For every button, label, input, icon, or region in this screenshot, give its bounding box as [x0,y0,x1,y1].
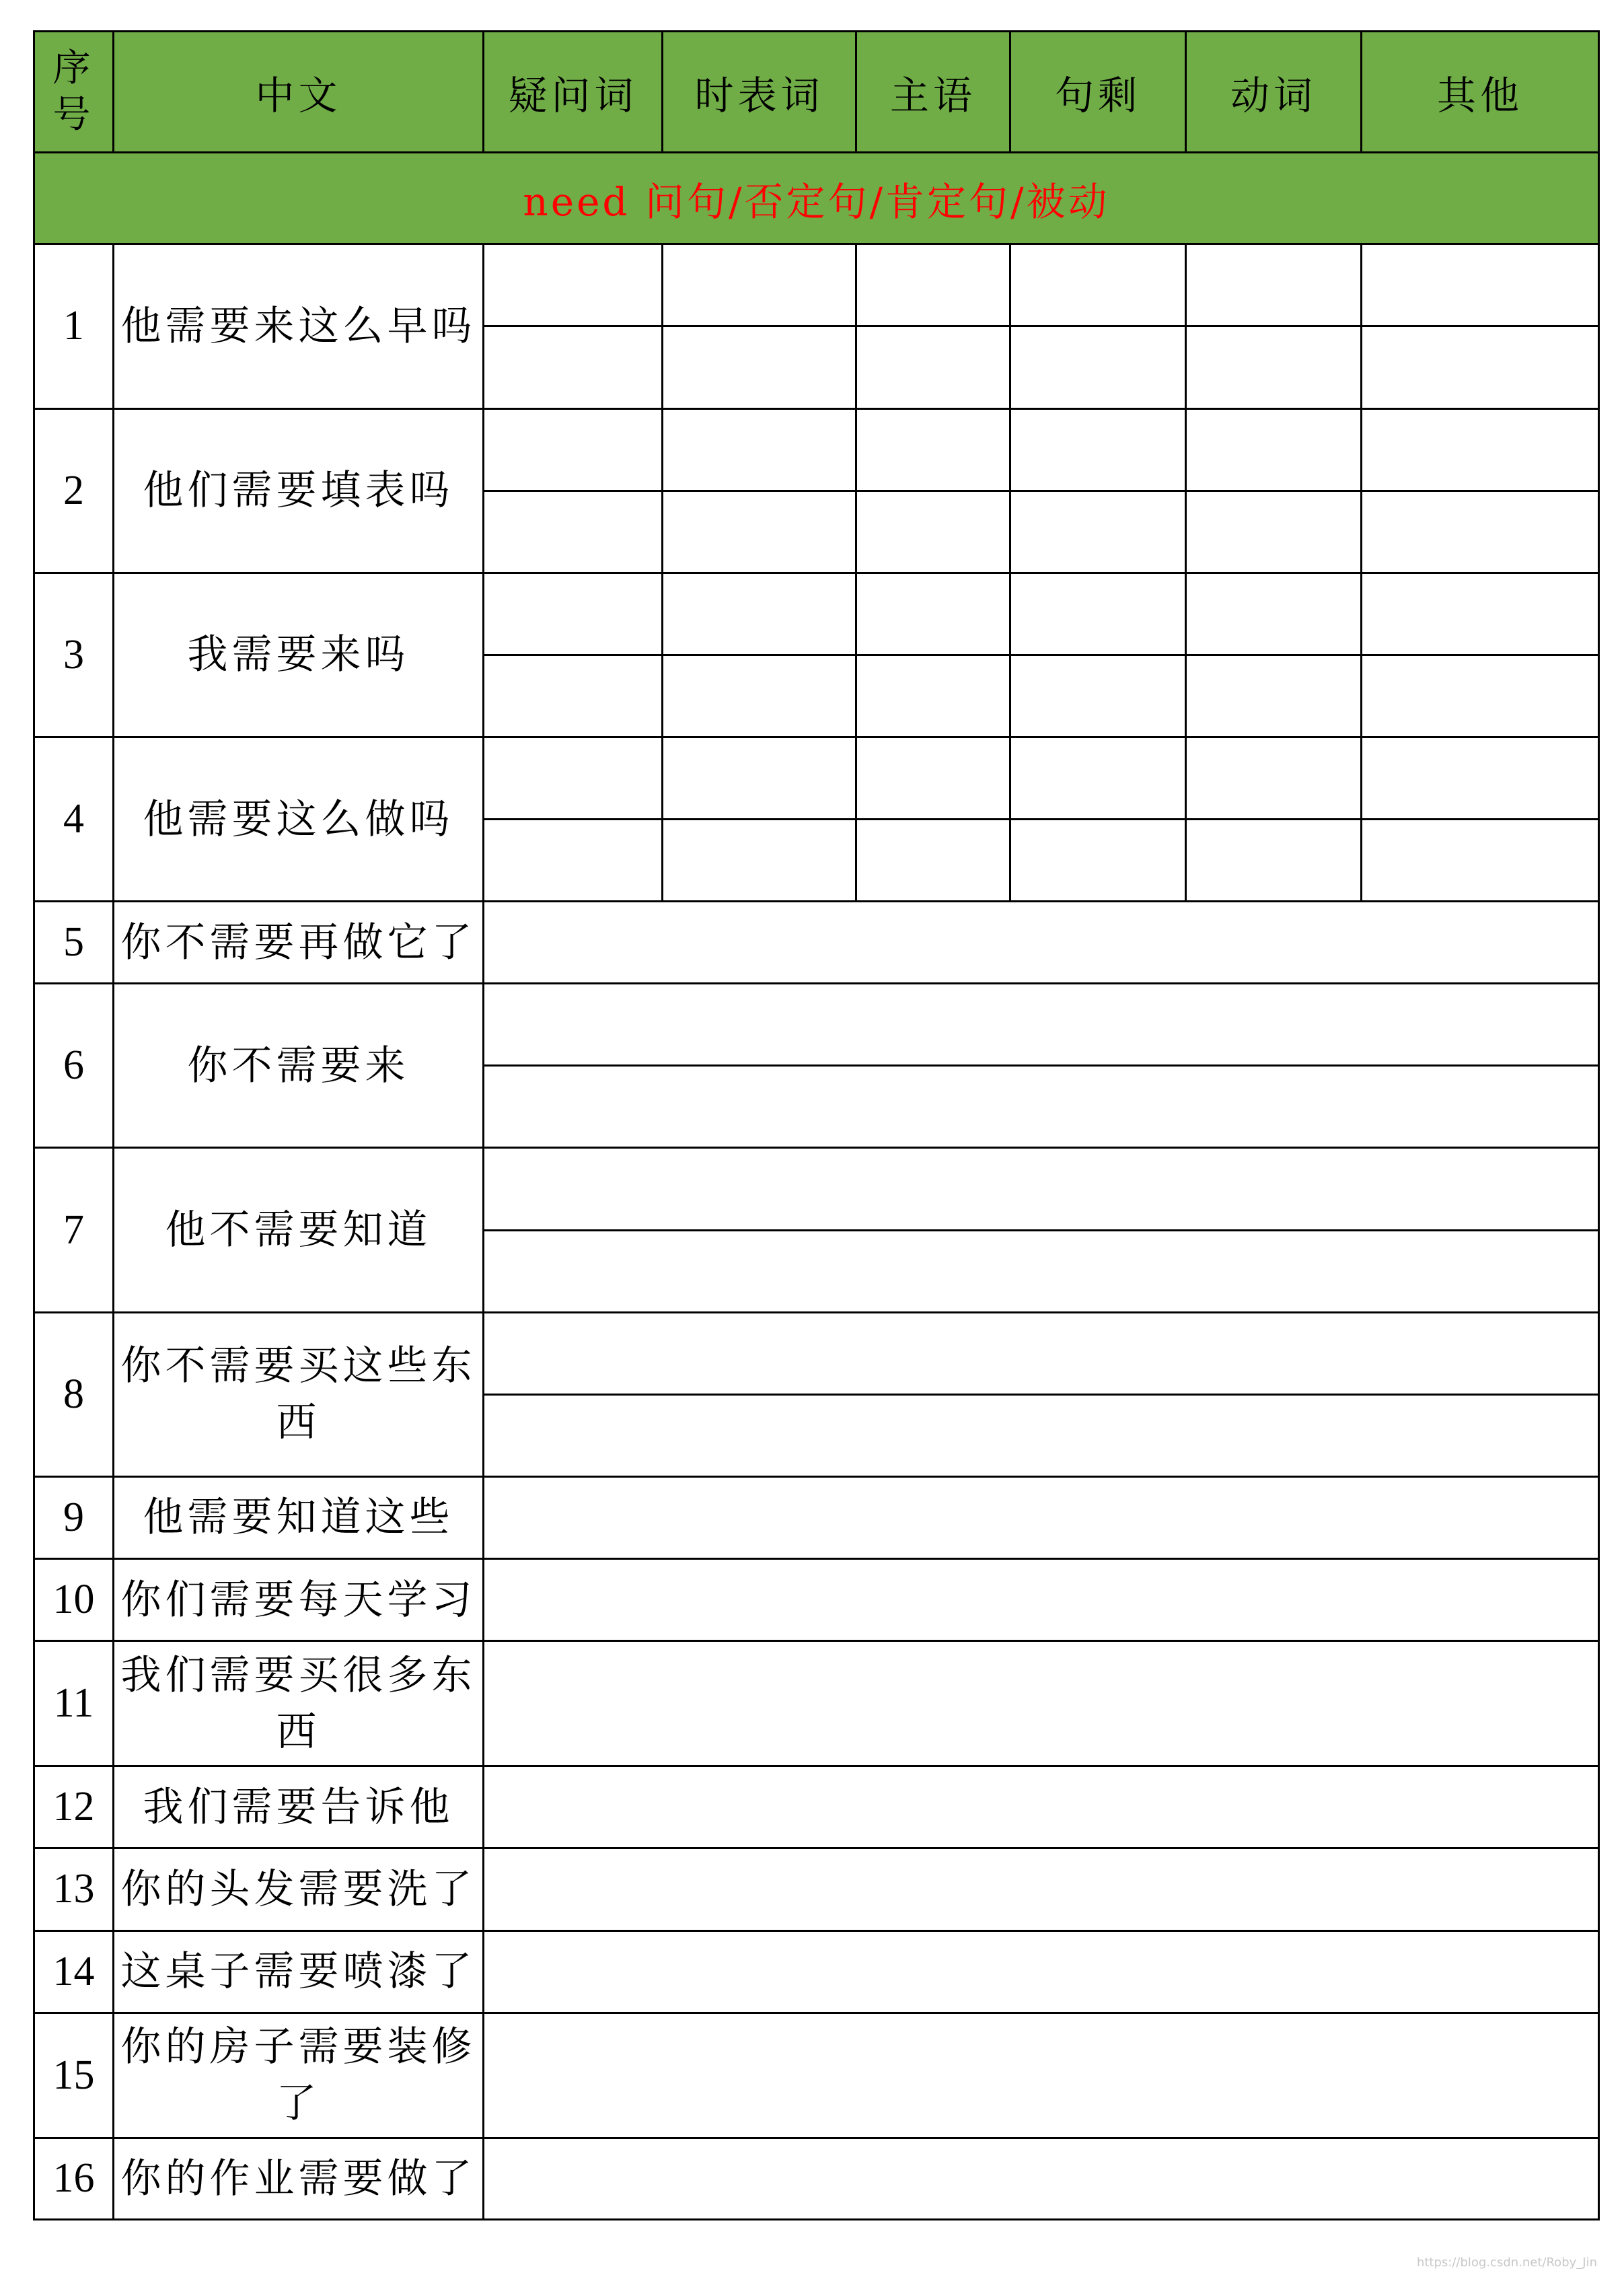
answer-cell[interactable] [1186,820,1362,902]
answer-line[interactable] [484,1312,1599,1394]
header-row [34,32,1599,153]
row-number: 2 [34,408,114,573]
banner-title: need 问句/否定句/肯定句/被动 [34,153,1599,244]
answer-cell[interactable] [856,655,1010,737]
row-chinese: 你不需要买这些东西 [114,1312,484,1476]
answer-line[interactable] [484,1148,1599,1230]
answer-line[interactable] [484,1930,1599,2013]
row-number: 6 [34,984,114,1148]
table-row [34,1848,1599,1930]
answer-cell[interactable] [1010,326,1186,408]
row-number: 7 [34,1148,114,1312]
header-subject: 主语 [856,32,1010,153]
answer-cell[interactable] [663,737,856,819]
answer-cell[interactable] [1362,244,1599,326]
table-row [34,1641,1599,1766]
table-row [34,902,1599,984]
row-number: 5 [34,902,114,984]
header-seq: 序号 [34,32,114,153]
answer-cell[interactable] [856,573,1010,655]
table-row [34,1930,1599,2013]
row-chinese: 你不需要来 [114,984,484,1148]
answer-cell[interactable] [856,408,1010,491]
table-row [34,1766,1599,1848]
answer-cell[interactable] [1010,655,1186,737]
answer-line[interactable] [484,902,1599,984]
answer-cell[interactable] [1010,408,1186,491]
answer-cell[interactable] [856,820,1010,902]
answer-cell[interactable] [484,820,663,902]
row-number: 15 [34,2013,114,2138]
answer-cell[interactable] [663,326,856,408]
table-row [34,984,1599,1066]
answer-cell[interactable] [663,491,856,573]
answer-cell[interactable] [484,408,663,491]
answer-cell[interactable] [856,326,1010,408]
banner-row [34,153,1599,244]
row-chinese: 他需要这么做吗 [114,737,484,901]
answer-cell[interactable] [1186,326,1362,408]
answer-cell[interactable] [1010,737,1186,819]
answer-cell[interactable] [1010,244,1186,326]
row-number: 4 [34,737,114,901]
answer-cell[interactable] [1362,573,1599,655]
table-row [34,1559,1599,1641]
answer-cell[interactable] [1362,820,1599,902]
answer-cell[interactable] [663,408,856,491]
answer-cell[interactable] [663,655,856,737]
row-chinese: 这桌子需要喷漆了 [114,1930,484,2013]
row-number: 8 [34,1312,114,1476]
answer-cell[interactable] [484,326,663,408]
row-number: 14 [34,1930,114,2013]
header-chinese: 中文 [114,32,484,153]
answer-line[interactable] [484,1476,1599,1558]
header-other: 其他 [1362,32,1599,153]
row-chinese: 他不需要知道 [114,1148,484,1312]
answer-line[interactable] [484,984,1599,1066]
answer-cell[interactable] [1362,326,1599,408]
answer-cell[interactable] [1186,573,1362,655]
row-chinese: 你的头发需要洗了 [114,1848,484,1930]
answer-line[interactable] [484,1848,1599,1930]
row-chinese: 他需要来这么早吗 [114,244,484,408]
table-row [34,408,1599,491]
row-number: 12 [34,1766,114,1848]
table-row [34,1476,1599,1558]
row-chinese: 你的房子需要装修了 [114,2013,484,2138]
header-interrogative: 疑问词 [484,32,663,153]
table-row [34,1312,1599,1394]
answer-cell[interactable] [1010,820,1186,902]
row-number: 11 [34,1641,114,1766]
answer-cell[interactable] [1362,655,1599,737]
answer-cell[interactable] [1186,244,1362,326]
row-number: 3 [34,573,114,737]
answer-line[interactable] [484,1066,1599,1148]
row-number: 9 [34,1476,114,1558]
row-chinese: 他需要知道这些 [114,1476,484,1558]
row-chinese: 我们需要告诉他 [114,1766,484,1848]
answer-cell[interactable] [1362,737,1599,819]
answer-cell[interactable] [1362,491,1599,573]
answer-cell[interactable] [484,573,663,655]
row-number: 16 [34,2138,114,2219]
answer-cell[interactable] [484,491,663,573]
answer-cell[interactable] [1010,573,1186,655]
row-number: 10 [34,1559,114,1641]
row-number: 13 [34,1848,114,1930]
table-row [34,244,1599,326]
header-tense: 时表词 [663,32,856,153]
row-chinese: 你们需要每天学习 [114,1559,484,1641]
answer-cell[interactable] [484,655,663,737]
row-chinese: 你的作业需要做了 [114,2138,484,2219]
table-row [34,2013,1599,2138]
answer-cell[interactable] [856,244,1010,326]
header-verb: 动词 [1186,32,1362,153]
answer-cell[interactable] [1010,491,1186,573]
worksheet-table [33,30,1600,2220]
answer-cell[interactable] [1186,655,1362,737]
answer-line[interactable] [484,2138,1599,2219]
table-row [34,2138,1599,2219]
header-clause-rest: 句剩 [1010,32,1186,153]
answer-cell[interactable] [856,737,1010,819]
answer-cell[interactable] [1362,408,1599,491]
answer-line[interactable] [484,1394,1599,1476]
row-chinese: 你不需要再做它了 [114,902,484,984]
row-chinese: 他们需要填表吗 [114,408,484,573]
answer-cell[interactable] [1186,491,1362,573]
table-row [34,573,1599,655]
answer-line[interactable] [484,1766,1599,1848]
table-row [34,737,1599,819]
table-row [34,1148,1599,1230]
answer-line[interactable] [484,2013,1599,2138]
answer-cell[interactable] [484,737,663,819]
answer-cell[interactable] [484,244,663,326]
answer-cell[interactable] [663,573,856,655]
answer-line[interactable] [484,1230,1599,1312]
answer-cell[interactable] [856,491,1010,573]
answer-cell[interactable] [1186,408,1362,491]
row-chinese: 我需要来吗 [114,573,484,737]
row-number: 1 [34,244,114,408]
answer-cell[interactable] [663,244,856,326]
row-chinese: 我们需要买很多东西 [114,1641,484,1766]
answer-cell[interactable] [1186,737,1362,819]
answer-cell[interactable] [663,820,856,902]
watermark: https://blog.csdn.net/Roby_Jin [1416,2255,1597,2270]
answer-line[interactable] [484,1559,1599,1641]
answer-line[interactable] [484,1641,1599,1766]
